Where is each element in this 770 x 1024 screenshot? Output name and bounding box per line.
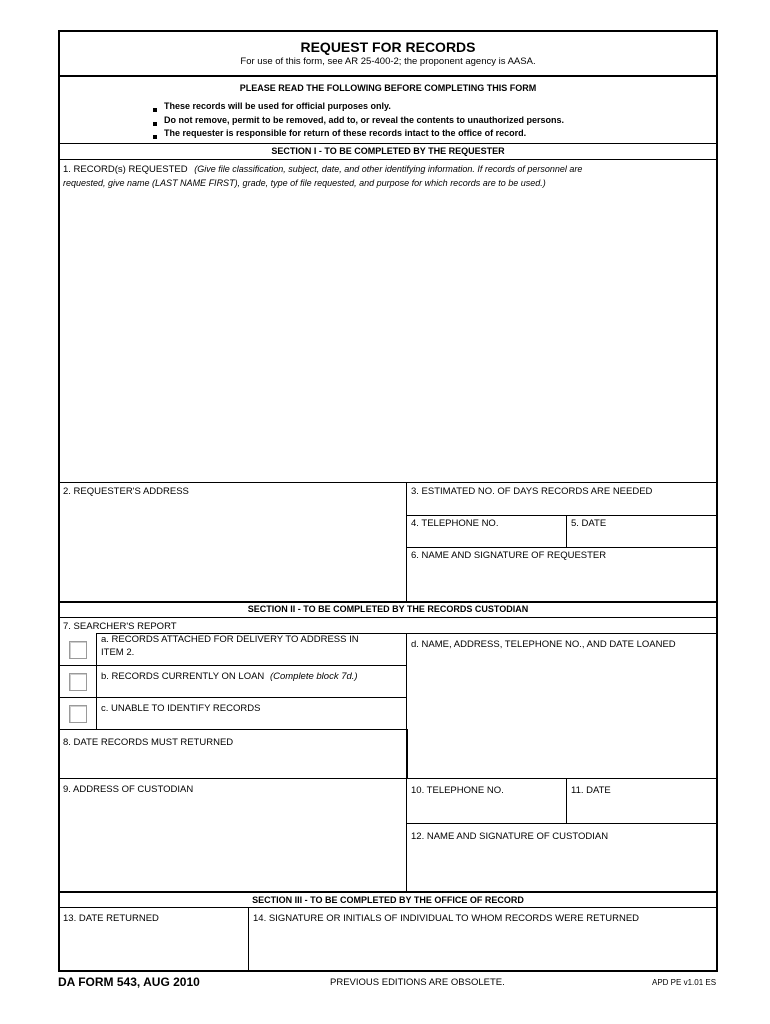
requester-signature-field[interactable] <box>408 564 716 600</box>
days-needed-field[interactable] <box>408 500 716 514</box>
divider <box>58 665 406 666</box>
divider <box>58 729 408 730</box>
form-subtitle: For use of this form, see AR 25-400-2; the proponent agency is AASA. <box>240 56 536 67</box>
bullet-icon <box>153 135 157 139</box>
bullet-icon <box>153 122 157 126</box>
item12-label: 12. NAME AND SIGNATURE OF CUSTODIAN <box>411 831 609 842</box>
bullet-icon <box>153 108 157 112</box>
item5-label: 5. DATE <box>571 518 607 529</box>
notice-item: Do not remove, permit to be removed, add to, or reveal the contents to unauthorized persons. <box>164 115 565 125</box>
divider <box>58 907 718 908</box>
divider <box>58 617 718 618</box>
item1-label <box>63 163 582 176</box>
custodian-date-field[interactable] <box>568 800 716 820</box>
item7b-label <box>101 671 358 683</box>
divider <box>406 482 407 601</box>
form-version: APD PE v1.01 ES <box>652 978 717 987</box>
item13-label: 13. DATE RETURNED <box>63 913 159 924</box>
item7b-checkbox[interactable] <box>69 673 87 691</box>
custodian-address-field[interactable] <box>60 798 404 890</box>
item9-label: 9. ADDRESS OF CUSTODIAN <box>63 784 194 795</box>
divider <box>406 778 407 891</box>
item3-label: 3. ESTIMATED NO. OF DAYS RECORDS ARE NEEDED <box>411 486 653 497</box>
return-signature-field[interactable] <box>250 927 716 970</box>
notice-item: The requester is responsible for return of these records intact to the office of record. <box>164 128 527 138</box>
item7c-label: c. UNABLE TO IDENTIFY RECORDS <box>101 703 261 714</box>
item7-label: 7. SEARCHER'S REPORT <box>63 621 177 632</box>
divider <box>58 891 718 893</box>
requester-date-field[interactable] <box>568 531 716 545</box>
form-id: DA FORM 543, AUG 2010 <box>58 975 200 989</box>
item7a-label-line2: ITEM 2. <box>101 647 135 658</box>
divider <box>406 729 408 779</box>
notice-heading: PLEASE READ THE FOLLOWING BEFORE COMPLETING THIS FORM <box>239 83 537 93</box>
editions-note: PREVIOUS EDITIONS ARE OBSOLETE. <box>330 977 505 988</box>
loan-details-field[interactable] <box>408 653 716 776</box>
section2-heading: SECTION II - TO BE COMPLETED BY THE RECORDS CUSTODIAN <box>247 604 529 614</box>
item6-label: 6. NAME AND SIGNATURE OF REQUESTER <box>411 550 607 561</box>
divider <box>96 633 97 730</box>
item1-instructions-line2: requested, give name (LAST NAME FIRST), grade, type of file requested, and purpose for which records are to be used.) <box>63 178 546 188</box>
divider <box>58 159 718 160</box>
item10-label: 10. TELEPHONE NO. <box>411 785 504 796</box>
divider <box>58 697 406 698</box>
divider <box>566 778 567 823</box>
divider <box>58 143 718 144</box>
divider <box>58 778 718 779</box>
item7c-checkbox[interactable] <box>69 705 87 723</box>
item8-label: 8. DATE RECORDS MUST RETURNED <box>63 737 234 748</box>
item11-label: 11. DATE <box>571 785 611 796</box>
item14-label: 14. SIGNATURE OR INITIALS OF INDIVIDUAL TO WHOM RECORDS WERE RETURNED <box>253 913 640 924</box>
date-returned-field[interactable] <box>60 927 246 970</box>
requester-address-field[interactable] <box>60 500 404 600</box>
custodian-telephone-field[interactable] <box>408 800 564 820</box>
item7d-label: d. NAME, ADDRESS, TELEPHONE NO., AND DATE LOANED <box>411 639 676 650</box>
divider <box>248 907 249 972</box>
notice-item: These records will be used for official purposes only. <box>164 101 391 111</box>
item7b-label-text: b. RECORDS CURRENTLY ON LOAN <box>101 671 265 682</box>
item7a-checkbox[interactable] <box>69 641 87 659</box>
custodian-signature-field[interactable] <box>408 845 716 889</box>
item1-label-text: 1. RECORD(s) REQUESTED <box>63 164 188 175</box>
form-title: REQUEST FOR RECORDS <box>300 39 476 55</box>
divider <box>406 515 718 516</box>
divider <box>566 515 567 547</box>
requester-telephone-field[interactable] <box>408 531 564 545</box>
return-by-date-field[interactable] <box>60 751 404 777</box>
item7b-note: (Complete block 7d.) <box>269 671 358 682</box>
item1-field[interactable] <box>60 192 716 482</box>
divider <box>58 75 718 77</box>
section1-heading: SECTION I - TO BE COMPLETED BY THE REQUESTER <box>271 146 505 156</box>
divider <box>406 547 718 548</box>
divider <box>406 823 718 824</box>
divider <box>58 482 718 483</box>
item7a-label: a. RECORDS ATTACHED FOR DELIVERY TO ADDRESS IN <box>101 634 359 645</box>
section3-heading: SECTION III - TO BE COMPLETED BY THE OFFICE OF RECORD <box>252 895 524 905</box>
item4-label: 4. TELEPHONE NO. <box>411 518 499 529</box>
item2-label: 2. REQUESTER'S ADDRESS <box>63 486 189 497</box>
item1-instructions: (Give file classification, subject, date, and other identifying information. If records of personnel are <box>194 164 583 174</box>
